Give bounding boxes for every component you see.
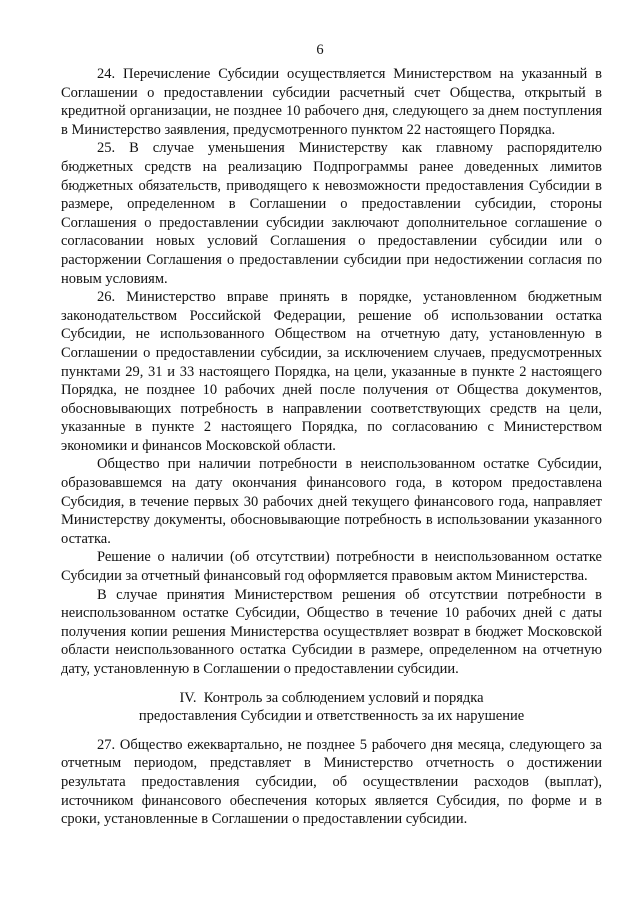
page-number: 6 (316, 42, 324, 58)
paragraph-24: 24. Перечисление Субсидии осуществляется Министерством на указанный в Соглашении о предоставлении субсидии расчетный счет Общества, открытый в кредитной организации, не позднее 10 рабочего дня, следующего за днем поступления в Министерство заявления, предусмотренного пунктом 22 настоящего Порядка. (61, 66, 602, 138)
section-heading-line-2: предоставления Субсидии и ответственность за их нарушение (138, 708, 525, 725)
paragraph-26-decision: Решение о наличии (об отсутствии) потребности в неиспользованном остатке Субсидии за отчетный финансовый год оформляется правовым актом Министерства. (61, 549, 602, 585)
paragraph-25: 25. В случае уменьшения Министерству как главному распорядителю бюджетных средств на реализацию Подпрограммы ранее доведенных лимитов бюджетных обязательств, приводящего к невозможности предоставления Субсидии в размере, определенном в Соглашении о предоставлении субсидии, стороны Соглашения о предоставлении субсидии заключают дополнительное соглашение о согласовании новых условий Соглашения о предоставлении субсидии или о расторжении Соглашения о предоставлении субсидии при недостижении согласия по новым условиям. (61, 140, 602, 287)
section-heading-iv (61, 689, 602, 726)
section-heading-line-1: IV. Контроль за соблюдением условий и порядка (179, 689, 484, 706)
paragraph-26-refund: В случае принятия Министерством решения об отсутствии потребности в неиспользованном остатке Субсидии, Общество в течение 10 рабочих дней с даты получения копии решения Министерства осуществляет возврат в бюджет Московской области неиспользованного остатка Субсидии в размере, определенном на отчетную дату, установленную в Соглашении о предоставлении субсидии. (61, 586, 602, 677)
document-body (61, 65, 602, 829)
paragraph-26: 26. Министерство вправе принять в порядке, установленном бюджетным законодательством Российской Федерации, решение об использовании остатка Субсидии, не использованного Обществом на отчетную дату, установленную в Соглашении о предоставлении субсидии, за исключением случаев, предусмотренных пунктами 29, 31 и 33 настоящего Порядка, на цели, указанные в пункте 2 настоящего Порядка, не позднее 10 рабочих дней после получения от Общества документов, обосновывающих потребность в направлении соответствующих средств на цели, указанные в пункте 2 настоящего Порядка, по согласованию с Министерством экономики и финансов Московской области. (61, 289, 602, 454)
paragraph-27: 27. Общество ежеквартально, не позднее 5 рабочего дня месяца, следующего за отчетным периодом, представляет в Министерство отчетность о достижении результата предоставления субсидии, об осуществлении расходов (выплат), источником финансового обеспечения которых является Субсидия, по форме и в сроки, установленные в Соглашении о предоставлении субсидии. (61, 736, 602, 828)
paragraph-26-unused-balance: Общество при наличии потребности в неиспользованном остатке Субсидии, образовавшемся на дату окончания финансового года, в котором предоставлена Субсидия, в течение первых 30 рабочих дней текущего финансового года, направляет Министерству документы, обосновывающие потребность в использовании указанного остатка. (61, 456, 602, 547)
